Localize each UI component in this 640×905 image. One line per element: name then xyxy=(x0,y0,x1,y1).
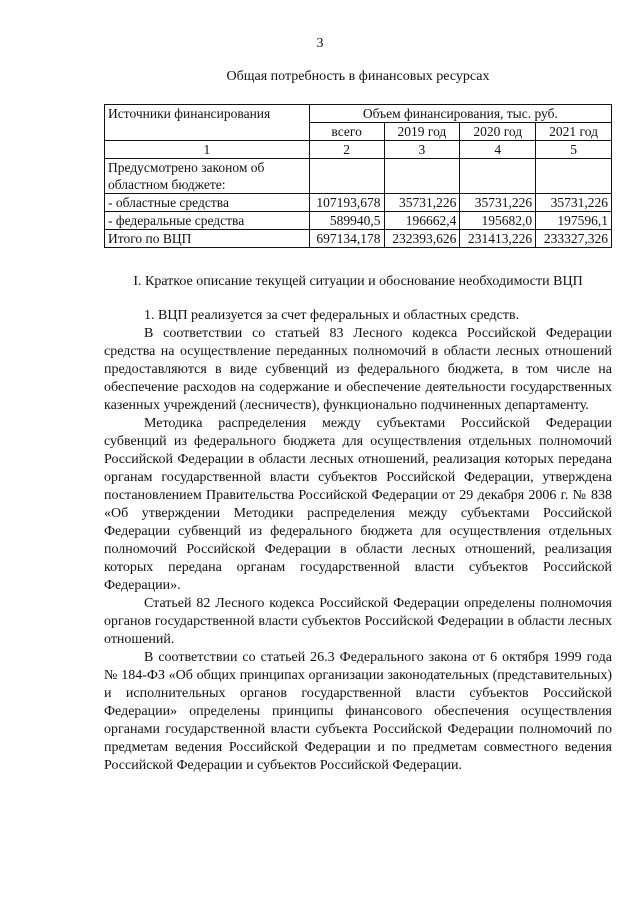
empty-cell xyxy=(536,159,612,194)
page-number: 3 xyxy=(316,36,324,51)
group-label: Предусмотрено законом об областном бюджете: xyxy=(105,159,310,194)
table-row-total xyxy=(105,230,612,248)
header-col-2021: 2021 год xyxy=(536,123,612,141)
paragraph: Статьей 82 Лесного кодекса Российской Федерации определены полномочия органов государственной власти субъектов Российской Федерации в области лесных отношений. xyxy=(104,596,612,647)
body-text xyxy=(104,307,612,775)
cell-2020: 195682,0 xyxy=(460,212,536,230)
column-number-row xyxy=(105,141,612,159)
table-row xyxy=(105,212,612,230)
empty-cell xyxy=(460,159,536,194)
cell-2019: 232393,626 xyxy=(384,230,460,248)
cell-total: 697134,178 xyxy=(309,230,384,248)
cell-2020: 231413,226 xyxy=(460,230,536,248)
cell-total: 107193,678 xyxy=(309,194,384,212)
paragraph: 1. ВЦП реализуется за счет федеральных и областных средств. xyxy=(144,308,520,323)
table-header-row xyxy=(105,105,612,123)
table-caption: Общая потребность в финансовых ресурсах xyxy=(226,69,490,84)
row-label: Итого по ВЦП xyxy=(105,230,310,248)
col-number: 2 xyxy=(309,141,384,159)
header-col-2019: 2019 год xyxy=(384,123,460,141)
paragraph: В соответствии со статьей 83 Лесного кодекса Российской Федерации средства на осуществление переданных полномочий в области лесных отношений предоставляются в виде субвенций из федерального бюджета, в том числе на обеспечение расходов на содержание и обеспечение деятельности государственных казенных учреждений (лесничеств), функционально подчиненных департаменту. xyxy=(104,326,612,413)
header-source: Источники финансирования xyxy=(105,105,310,141)
empty-cell xyxy=(309,159,384,194)
cell-2020: 35731,226 xyxy=(460,194,536,212)
cell-2019: 196662,4 xyxy=(384,212,460,230)
col-number: 4 xyxy=(460,141,536,159)
header-volume: Объем финансирования, тыс. руб. xyxy=(309,105,611,123)
paragraph: Методика распределения между субъектами Российской Федерации субвенций из федерального бюджета для осуществления отдельных полномочий Российской Федерации в области лесных отношений, реализация которых передана органам государственной власти субъектов Российской Федерации, утверждена постановлением Правительства Российской Федерации от 29 декабря 2006 г. № 838 «Об утверждении Методики распределения между субъектами Российской Федерации субвенций из федерального бюджета для осуществления отдельных полномочий Российской Федерации в области лесных отношений, реализация которых передана органам государственной власти субъектов Российской Федерации». xyxy=(104,416,612,593)
paragraph: В соответствии со статьей 26.3 Федерального закона от 6 октября 1999 года № 184-ФЗ «Об общих принципах организации законодательных (представительных) и исполнительных органов государственной власти субъектов Российской Федерации» определены принципы финансового обеспечения осуществления органами государственной власти субъекта Российской Федерации полномочий по предметам ведения Российской Федерации и по предметам совместного ведения Российской Федерации и субъектов Российской Федерации. xyxy=(104,650,612,773)
table-row xyxy=(105,194,612,212)
cell-2019: 35731,226 xyxy=(384,194,460,212)
row-label: - областные средства xyxy=(105,194,310,212)
section-title: I. Краткое описание текущей ситуации и обоснование необходимости ВЦП xyxy=(133,274,583,289)
header-col-total: всего xyxy=(309,123,384,141)
header-col-2020: 2020 год xyxy=(460,123,536,141)
col-number: 3 xyxy=(384,141,460,159)
row-label: - федеральные средства xyxy=(105,212,310,230)
cell-2021: 35731,226 xyxy=(536,194,612,212)
financing-table xyxy=(104,104,612,248)
table-row-group xyxy=(105,159,612,194)
cell-total: 589940,5 xyxy=(309,212,384,230)
col-number: 5 xyxy=(536,141,612,159)
cell-2021: 233327,326 xyxy=(536,230,612,248)
cell-2021: 197596,1 xyxy=(536,212,612,230)
empty-cell xyxy=(384,159,460,194)
col-number: 1 xyxy=(105,141,310,159)
